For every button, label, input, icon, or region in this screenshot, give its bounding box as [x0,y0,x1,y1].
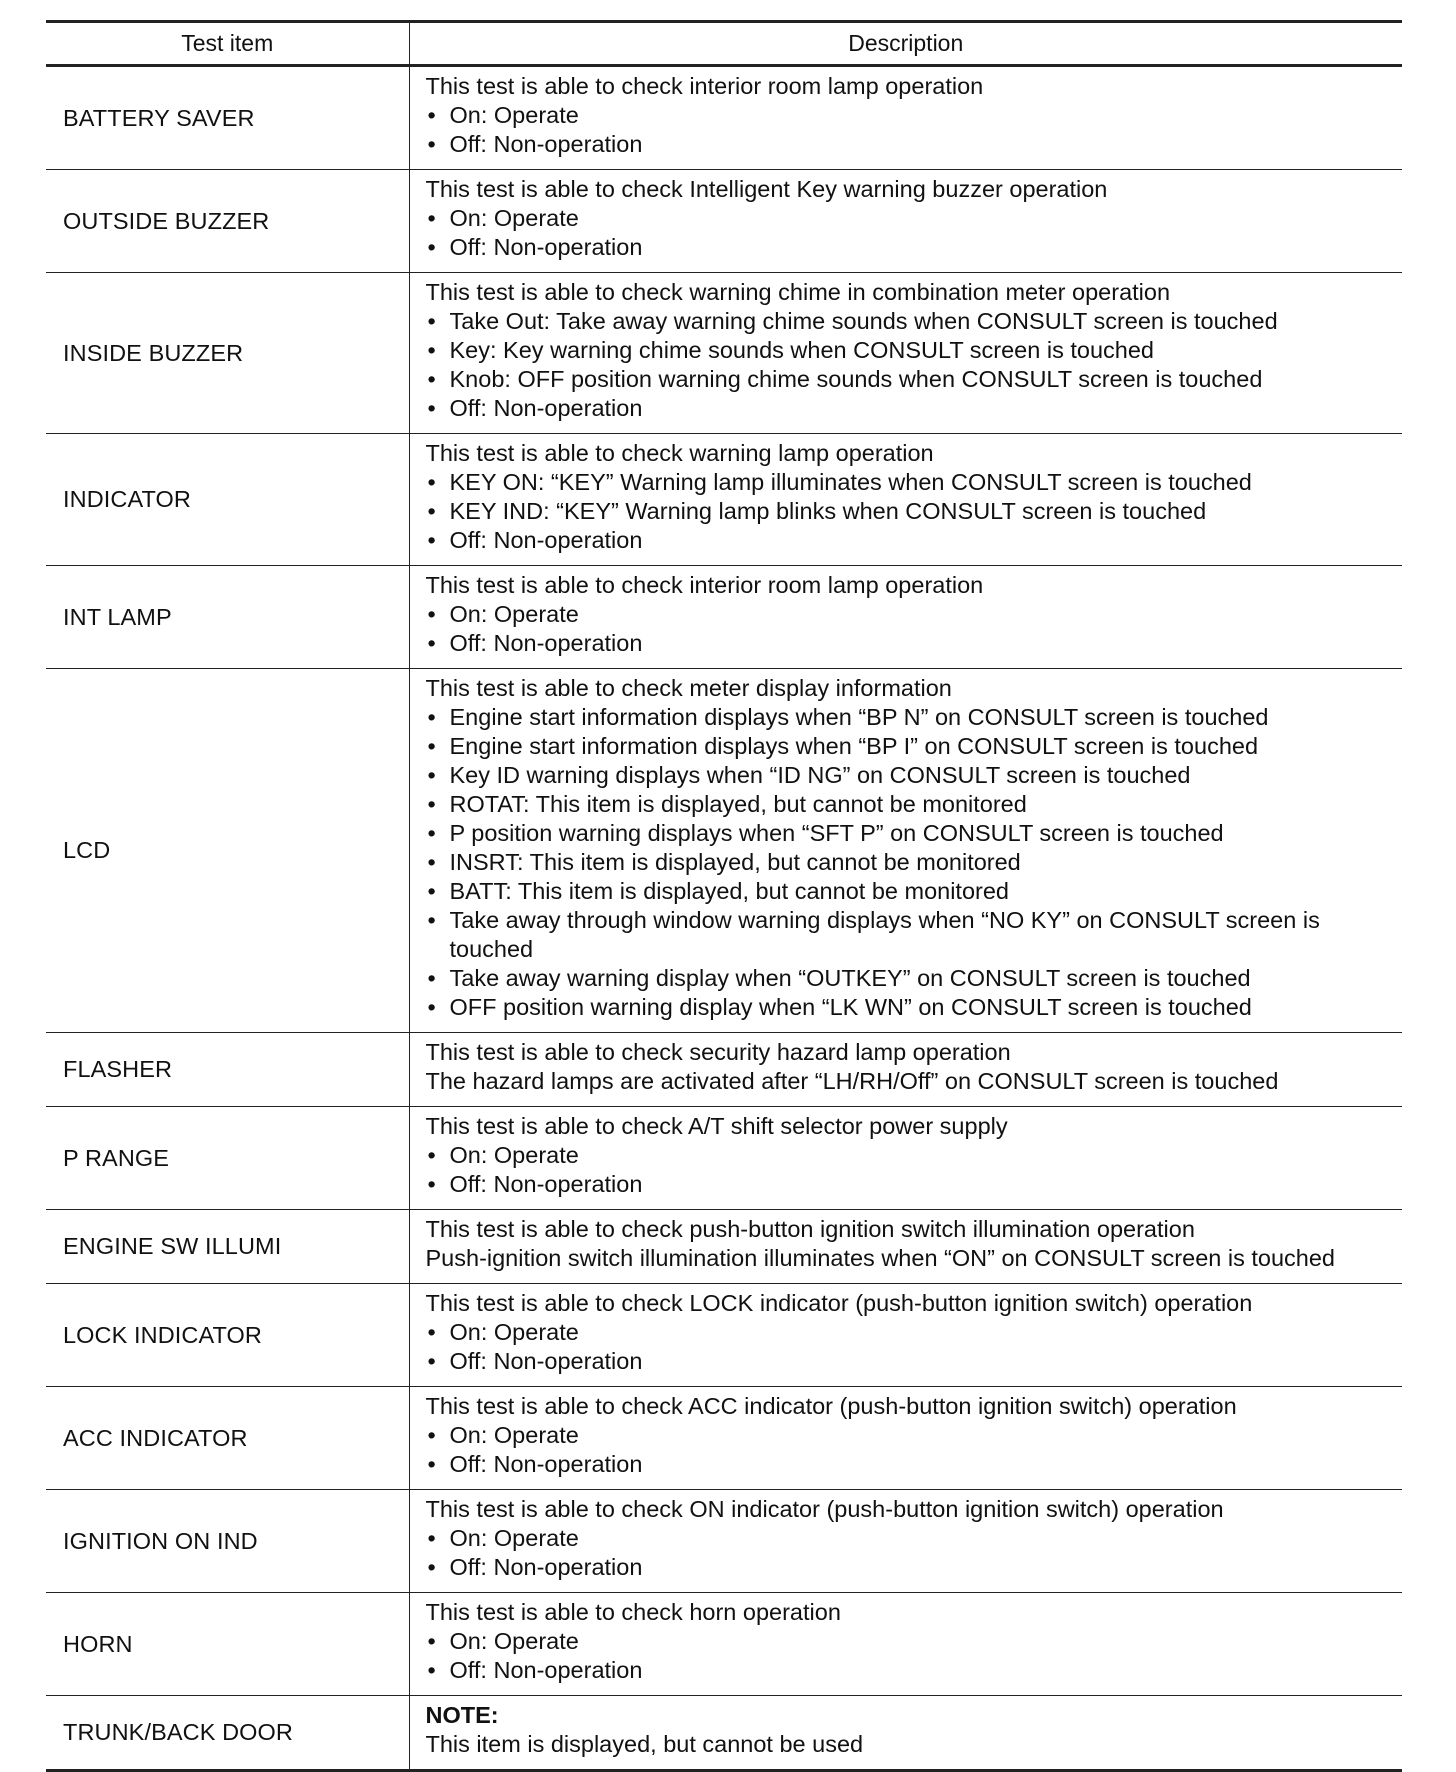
test-item-cell: LOCK INDICATOR [63,1321,263,1348]
test-item-cell: INDICATOR [63,486,191,512]
table-row [46,1696,1402,1771]
test-item-cell: ACC INDICATOR [63,1424,248,1451]
description-text: This test is able to check push-button ignition switch illumination operation [425,1216,1195,1242]
table-row [46,1593,1402,1696]
description-text: This test is able to check interior room lamp operation [425,73,984,99]
test-item-cell: IGNITION ON IND [63,1527,258,1554]
bullet-item: • KEY ON: “KEY” Warning lamp illuminates when CONSULT screen is touched [426,468,1393,497]
description-text: Push-ignition switch illumination illuminates when “ON” on CONSULT screen is touched [425,1245,1335,1271]
description-cell [409,1284,1402,1387]
test-item-table [46,20,1402,1772]
description-cell [409,1387,1402,1490]
description-text: This test is able to check meter display information [425,675,952,701]
description-text: This item is displayed, but cannot be used [425,1731,864,1757]
bullet-item: • Off: Non-operation [426,233,1393,262]
description-cell [409,1490,1402,1593]
bullet-item: • P position warning displays when “SFT P” on CONSULT screen is touched [426,819,1393,848]
table-row [46,1490,1402,1593]
bullet-item: • Off: Non-operation [426,130,1393,159]
bullet-item: • Off: Non-operation [426,394,1393,423]
description-cell [409,434,1402,566]
test-item-cell: INSIDE BUZZER [63,339,244,366]
description-cell [409,1696,1402,1771]
test-item-cell: FLASHER [63,1056,173,1082]
table-row [46,1387,1402,1490]
header-description: Description [409,22,1402,66]
note-label: NOTE: [425,1702,499,1728]
table-row [46,273,1402,434]
bullet-item: • Take Out: Take away warning chime sounds when CONSULT screen is touched [426,307,1393,336]
table-body [46,66,1402,1771]
description-cell [409,273,1402,434]
bullet-item: • On: Operate [426,204,1393,233]
bullet-item: • BATT: This item is displayed, but cannot be monitored [426,877,1393,906]
bullet-item: • On: Operate [426,1627,1393,1656]
header-row [46,22,1402,66]
bullet-item: • Off: Non-operation [426,526,1393,555]
bullet-item: • Engine start information displays when “BP I” on CONSULT screen is touched [426,732,1393,761]
test-item-cell: P RANGE [63,1144,170,1171]
table-row [46,434,1402,566]
table-row [46,66,1402,170]
description-cell [409,1210,1402,1284]
table-row [46,566,1402,669]
bullet-item: • KEY IND: “KEY” Warning lamp blinks when CONSULT screen is touched [426,497,1393,526]
table-row [46,1107,1402,1210]
table-row [46,669,1402,1033]
bullet-item: • Take away warning display when “OUTKEY” on CONSULT screen is touched [426,964,1393,993]
test-item-cell: OUTSIDE BUZZER [63,207,270,234]
description-cell [409,1593,1402,1696]
bullet-item: • OFF position warning display when “LK WN” on CONSULT screen is touched [426,993,1393,1022]
table-row [46,1210,1402,1284]
bullet-item: • Engine start information displays when “BP N” on CONSULT screen is touched [426,703,1393,732]
description-text: This test is able to check ACC indicator (push-button ignition switch) operation [425,1393,1237,1419]
description-cell [409,1107,1402,1210]
bullet-item: • On: Operate [426,1318,1393,1347]
bullet-item: • On: Operate [426,1524,1393,1553]
description-text: This test is able to check warning lamp operation [425,440,934,466]
test-item-cell: ENGINE SW ILLUMI [63,1233,282,1259]
bullet-item: • Knob: OFF position warning chime sounds when CONSULT screen is touched [426,365,1393,394]
bullet-item: • Off: Non-operation [426,1170,1393,1199]
description-text: This test is able to check ON indicator (push-button ignition switch) operation [425,1496,1224,1522]
bullet-item: • Key ID warning displays when “ID NG” on CONSULT screen is touched [426,761,1393,790]
description-text: This test is able to check horn operation [425,1599,841,1625]
description-text: This test is able to check Intelligent Key warning buzzer operation [425,176,1108,202]
bullet-item: • Key: Key warning chime sounds when CONSULT screen is touched [426,336,1393,365]
description-text: This test is able to check warning chime in combination meter operation [425,279,1171,305]
description-cell [409,669,1402,1033]
test-item-cell: BATTERY SAVER [63,104,255,131]
description-cell [409,1033,1402,1107]
table-header [46,22,1402,66]
bullet-item: • Off: Non-operation [426,629,1393,658]
bullet-item: • On: Operate [426,101,1393,130]
description-text: This test is able to check security hazard lamp operation [425,1039,1011,1065]
test-item-cell: LCD [63,837,111,863]
header-test-item: Test item [46,22,409,66]
test-item-cell: INT LAMP [63,603,172,630]
table-row [46,1284,1402,1387]
description-cell [409,566,1402,669]
description-text: This test is able to check LOCK indicator (push-button ignition switch) operation [425,1290,1253,1316]
bullet-item: • Off: Non-operation [426,1656,1393,1685]
bullet-item: • Off: Non-operation [426,1553,1393,1582]
bullet-item: • INSRT: This item is displayed, but cannot be monitored [426,848,1393,877]
description-text: This test is able to check A/T shift selector power supply [425,1113,1008,1139]
test-item-cell: HORN [63,1630,133,1657]
table-row [46,1033,1402,1107]
bullet-item: • On: Operate [426,600,1393,629]
table-row [46,170,1402,273]
description-cell [409,170,1402,273]
bullet-item: • On: Operate [426,1421,1393,1450]
description-cell [409,66,1402,170]
test-item-cell: TRUNK/BACK DOOR [63,1719,293,1745]
bullet-item: • Off: Non-operation [426,1450,1393,1479]
description-text: This test is able to check interior room lamp operation [425,572,984,598]
bullet-item: • ROTAT: This item is displayed, but cannot be monitored [426,790,1393,819]
bullet-item: • On: Operate [426,1141,1393,1170]
description-text: The hazard lamps are activated after “LH/RH/Off” on CONSULT screen is touched [425,1068,1279,1094]
bullet-item: • Off: Non-operation [426,1347,1393,1376]
bullet-item: • Take away through window warning displays when “NO KY” on CONSULT screen is touched [426,906,1393,964]
